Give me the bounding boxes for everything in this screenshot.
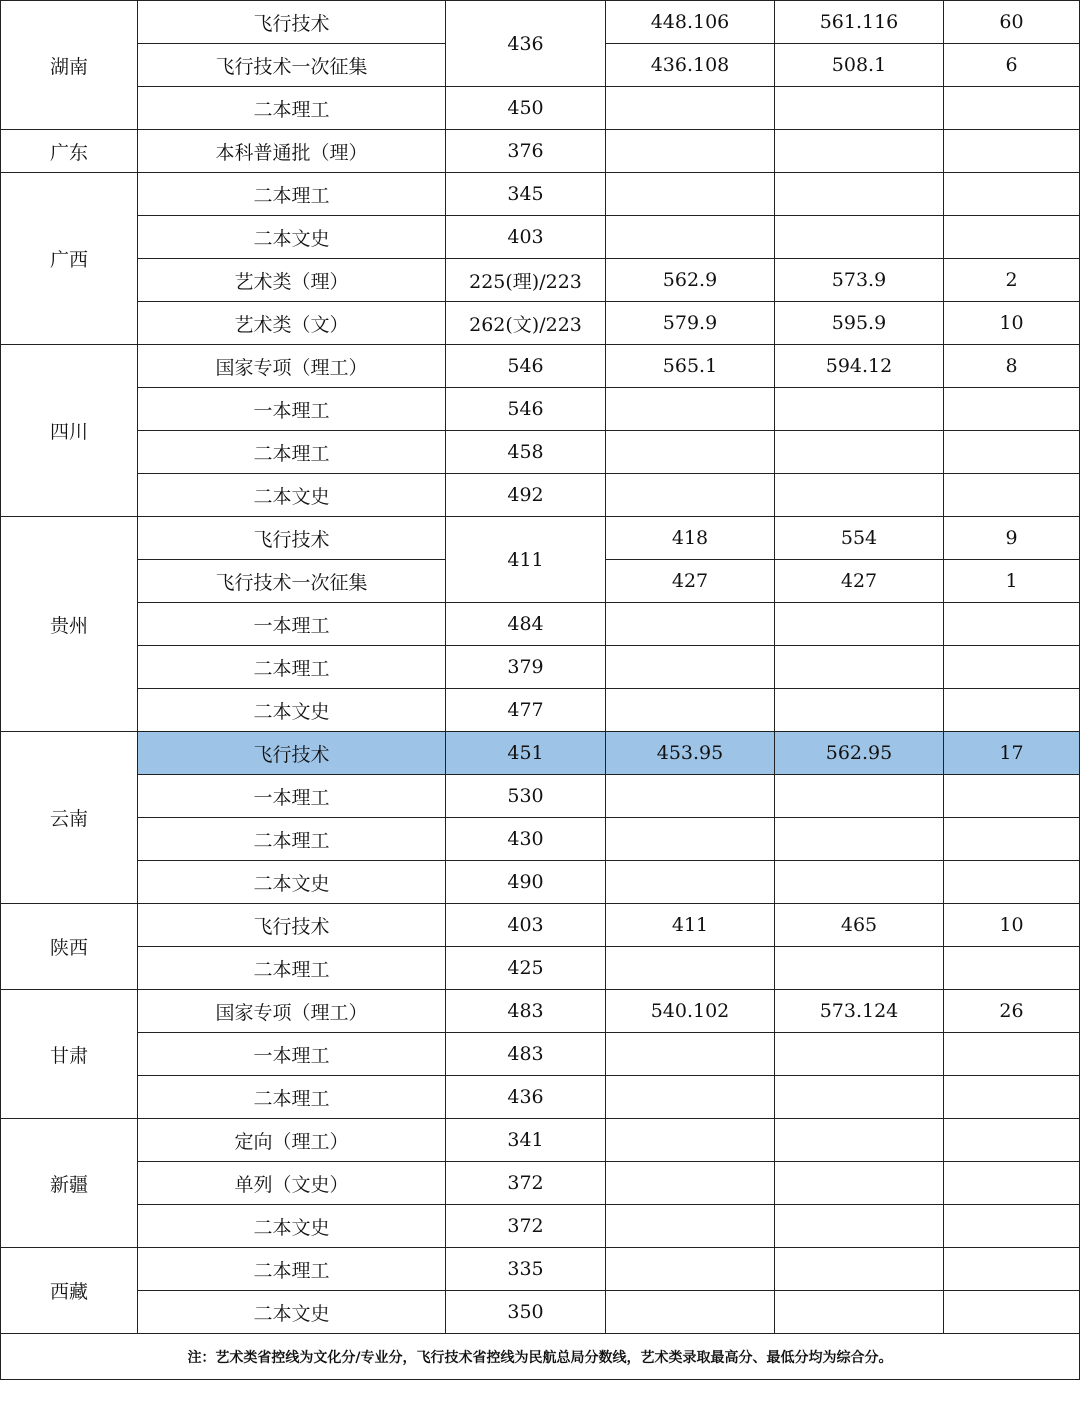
table-row (1, 1076, 1080, 1119)
max-score-cell (606, 689, 775, 732)
control-line-cell: 546 (446, 345, 606, 388)
max-score-cell (606, 818, 775, 861)
batch-cell: 飞行技术 (138, 1, 446, 44)
max-score-cell: 562.9 (606, 259, 775, 302)
control-line-cell: 458 (446, 431, 606, 474)
batch-cell: 二本文史 (138, 689, 446, 732)
batch-cell: 二本理工 (138, 1076, 446, 1119)
max-score-cell: 411 (606, 904, 775, 947)
control-line-cell: 436 (446, 1076, 606, 1119)
min-score-cell (775, 173, 944, 216)
max-score-cell (606, 646, 775, 689)
batch-cell: 国家专项（理工） (138, 345, 446, 388)
batch-cell: 飞行技术一次征集 (138, 44, 446, 87)
batch-cell: 一本理工 (138, 1033, 446, 1076)
control-line-cell: 376 (446, 130, 606, 173)
count-cell: 8 (944, 345, 1080, 388)
count-cell (944, 1119, 1080, 1162)
table-row (1, 818, 1080, 861)
table-row (1, 173, 1080, 216)
table-row (1, 431, 1080, 474)
min-score-cell: 573.124 (775, 990, 944, 1033)
count-cell (944, 947, 1080, 990)
max-score-cell (606, 87, 775, 130)
min-score-cell (775, 861, 944, 904)
min-score-cell (775, 646, 944, 689)
count-cell (944, 1248, 1080, 1291)
min-score-cell (775, 431, 944, 474)
max-score-cell: 540.102 (606, 990, 775, 1033)
count-cell (944, 861, 1080, 904)
max-score-cell (606, 775, 775, 818)
min-score-cell (775, 216, 944, 259)
max-score-cell (606, 1162, 775, 1205)
province-cell: 云南 (1, 732, 138, 904)
max-score-cell (606, 431, 775, 474)
batch-cell: 飞行技术 (138, 517, 446, 560)
batch-cell: 飞行技术 (138, 732, 446, 775)
table-row (1, 990, 1080, 1033)
count-cell: 26 (944, 990, 1080, 1033)
count-cell: 10 (944, 904, 1080, 947)
table-row (1, 775, 1080, 818)
count-cell (944, 1033, 1080, 1076)
max-score-cell (606, 1076, 775, 1119)
min-score-cell (775, 1162, 944, 1205)
batch-cell: 二本理工 (138, 87, 446, 130)
table-row (1, 1291, 1080, 1334)
table-row (1, 689, 1080, 732)
table-row (1, 474, 1080, 517)
batch-cell: 二本理工 (138, 173, 446, 216)
min-score-cell: 554 (775, 517, 944, 560)
control-line-cell: 341 (446, 1119, 606, 1162)
min-score-cell (775, 1119, 944, 1162)
max-score-cell (606, 130, 775, 173)
control-line-cell: 403 (446, 216, 606, 259)
batch-cell: 一本理工 (138, 603, 446, 646)
table-row (1, 259, 1080, 302)
batch-cell: 艺术类（理） (138, 259, 446, 302)
min-score-cell (775, 1205, 944, 1248)
count-cell: 2 (944, 259, 1080, 302)
batch-cell: 二本理工 (138, 646, 446, 689)
count-cell (944, 1291, 1080, 1334)
batch-cell: 二本理工 (138, 818, 446, 861)
max-score-cell: 448.106 (606, 1, 775, 44)
min-score-cell: 561.116 (775, 1, 944, 44)
control-line-cell: 372 (446, 1162, 606, 1205)
province-cell: 新疆 (1, 1119, 138, 1248)
count-cell: 6 (944, 44, 1080, 87)
table-row (1, 1033, 1080, 1076)
batch-cell: 二本文史 (138, 1205, 446, 1248)
count-cell (944, 689, 1080, 732)
min-score-cell (775, 1076, 944, 1119)
table-row (1, 1248, 1080, 1291)
count-cell (944, 431, 1080, 474)
count-cell (944, 216, 1080, 259)
count-cell (944, 130, 1080, 173)
control-line-cell: 484 (446, 603, 606, 646)
batch-cell: 二本理工 (138, 947, 446, 990)
count-cell (944, 775, 1080, 818)
max-score-cell (606, 388, 775, 431)
batch-cell: 艺术类（文） (138, 302, 446, 345)
max-score-cell: 427 (606, 560, 775, 603)
max-score-cell (606, 947, 775, 990)
min-score-cell (775, 603, 944, 646)
batch-cell: 单列（文史） (138, 1162, 446, 1205)
table-row-highlighted (1, 732, 1080, 775)
max-score-cell: 579.9 (606, 302, 775, 345)
count-cell (944, 1076, 1080, 1119)
control-line-cell: 262(文)/223 (446, 302, 606, 345)
batch-cell: 本科普通批（理） (138, 130, 446, 173)
batch-cell: 二本理工 (138, 1248, 446, 1291)
batch-cell: 一本理工 (138, 388, 446, 431)
count-cell (944, 603, 1080, 646)
batch-cell: 定向（理工） (138, 1119, 446, 1162)
province-cell: 西藏 (1, 1248, 138, 1334)
max-score-cell: 418 (606, 517, 775, 560)
control-line-cell: 425 (446, 947, 606, 990)
min-score-cell: 427 (775, 560, 944, 603)
table-row (1, 603, 1080, 646)
batch-cell: 飞行技术一次征集 (138, 560, 446, 603)
max-score-cell (606, 1291, 775, 1334)
min-score-cell: 573.9 (775, 259, 944, 302)
table-row (1, 861, 1080, 904)
control-line-cell: 225(理)/223 (446, 259, 606, 302)
min-score-cell: 508.1 (775, 44, 944, 87)
batch-cell: 飞行技术 (138, 904, 446, 947)
max-score-cell (606, 474, 775, 517)
count-cell (944, 1162, 1080, 1205)
max-score-cell (606, 1205, 775, 1248)
batch-cell: 国家专项（理工） (138, 990, 446, 1033)
batch-cell: 二本文史 (138, 216, 446, 259)
control-line-cell: 379 (446, 646, 606, 689)
control-line-cell: 530 (446, 775, 606, 818)
min-score-cell: 595.9 (775, 302, 944, 345)
count-cell (944, 818, 1080, 861)
min-score-cell (775, 818, 944, 861)
count-cell (944, 474, 1080, 517)
min-score-cell (775, 87, 944, 130)
control-line-cell: 546 (446, 388, 606, 431)
count-cell (944, 646, 1080, 689)
table-row (1, 947, 1080, 990)
min-score-cell (775, 1291, 944, 1334)
control-line-cell: 483 (446, 990, 606, 1033)
control-line-cell: 451 (446, 732, 606, 775)
control-line-cell: 350 (446, 1291, 606, 1334)
min-score-cell (775, 474, 944, 517)
max-score-cell (606, 173, 775, 216)
max-score-cell (606, 861, 775, 904)
min-score-cell (775, 1033, 944, 1076)
count-cell (944, 87, 1080, 130)
control-line-cell: 490 (446, 861, 606, 904)
min-score-cell (775, 130, 944, 173)
table-row (1, 302, 1080, 345)
control-line-cell: 450 (446, 87, 606, 130)
max-score-cell: 453.95 (606, 732, 775, 775)
count-cell: 17 (944, 732, 1080, 775)
control-line-cell: 345 (446, 173, 606, 216)
batch-cell: 一本理工 (138, 775, 446, 818)
province-cell: 湖南 (1, 1, 138, 130)
batch-cell: 二本文史 (138, 474, 446, 517)
province-cell: 贵州 (1, 517, 138, 732)
min-score-cell (775, 1248, 944, 1291)
min-score-cell: 594.12 (775, 345, 944, 388)
province-cell: 广东 (1, 130, 138, 173)
max-score-cell (606, 1119, 775, 1162)
table-row (1, 904, 1080, 947)
batch-cell: 二本文史 (138, 1291, 446, 1334)
count-cell: 60 (944, 1, 1080, 44)
table-row (1, 1205, 1080, 1248)
table-row (1, 87, 1080, 130)
min-score-cell: 562.95 (775, 732, 944, 775)
table-footnote: 注：艺术类省控线为文化分/专业分，飞行技术省控线为民航总局分数线，艺术类录取最高分、最低分均为综合分。 (1, 1334, 1080, 1380)
control-line-cell: 483 (446, 1033, 606, 1076)
max-score-cell (606, 1248, 775, 1291)
control-line-cell: 430 (446, 818, 606, 861)
control-line-cell: 411 (446, 517, 606, 603)
table-row (1, 1, 1080, 44)
count-cell (944, 173, 1080, 216)
province-cell: 四川 (1, 345, 138, 517)
province-cell: 广西 (1, 173, 138, 345)
batch-cell: 二本文史 (138, 861, 446, 904)
province-cell: 甘肃 (1, 990, 138, 1119)
control-line-cell: 403 (446, 904, 606, 947)
min-score-cell: 465 (775, 904, 944, 947)
table-row (1, 517, 1080, 560)
count-cell (944, 1205, 1080, 1248)
min-score-cell (775, 775, 944, 818)
table-row (1, 345, 1080, 388)
min-score-cell (775, 388, 944, 431)
count-cell: 1 (944, 560, 1080, 603)
count-cell: 10 (944, 302, 1080, 345)
min-score-cell (775, 947, 944, 990)
control-line-cell: 477 (446, 689, 606, 732)
table-row (1, 1119, 1080, 1162)
count-cell: 9 (944, 517, 1080, 560)
note-row (1, 1334, 1080, 1380)
control-line-cell: 436 (446, 1, 606, 87)
count-cell (944, 388, 1080, 431)
batch-cell: 二本理工 (138, 431, 446, 474)
table-row (1, 216, 1080, 259)
table-row (1, 1162, 1080, 1205)
control-line-cell: 335 (446, 1248, 606, 1291)
control-line-cell: 492 (446, 474, 606, 517)
max-score-cell: 565.1 (606, 345, 775, 388)
min-score-cell (775, 689, 944, 732)
max-score-cell (606, 1033, 775, 1076)
table-row (1, 388, 1080, 431)
table-row (1, 130, 1080, 173)
max-score-cell: 436.108 (606, 44, 775, 87)
control-line-cell: 372 (446, 1205, 606, 1248)
province-cell: 陕西 (1, 904, 138, 990)
table-row (1, 646, 1080, 689)
max-score-cell (606, 216, 775, 259)
max-score-cell (606, 603, 775, 646)
